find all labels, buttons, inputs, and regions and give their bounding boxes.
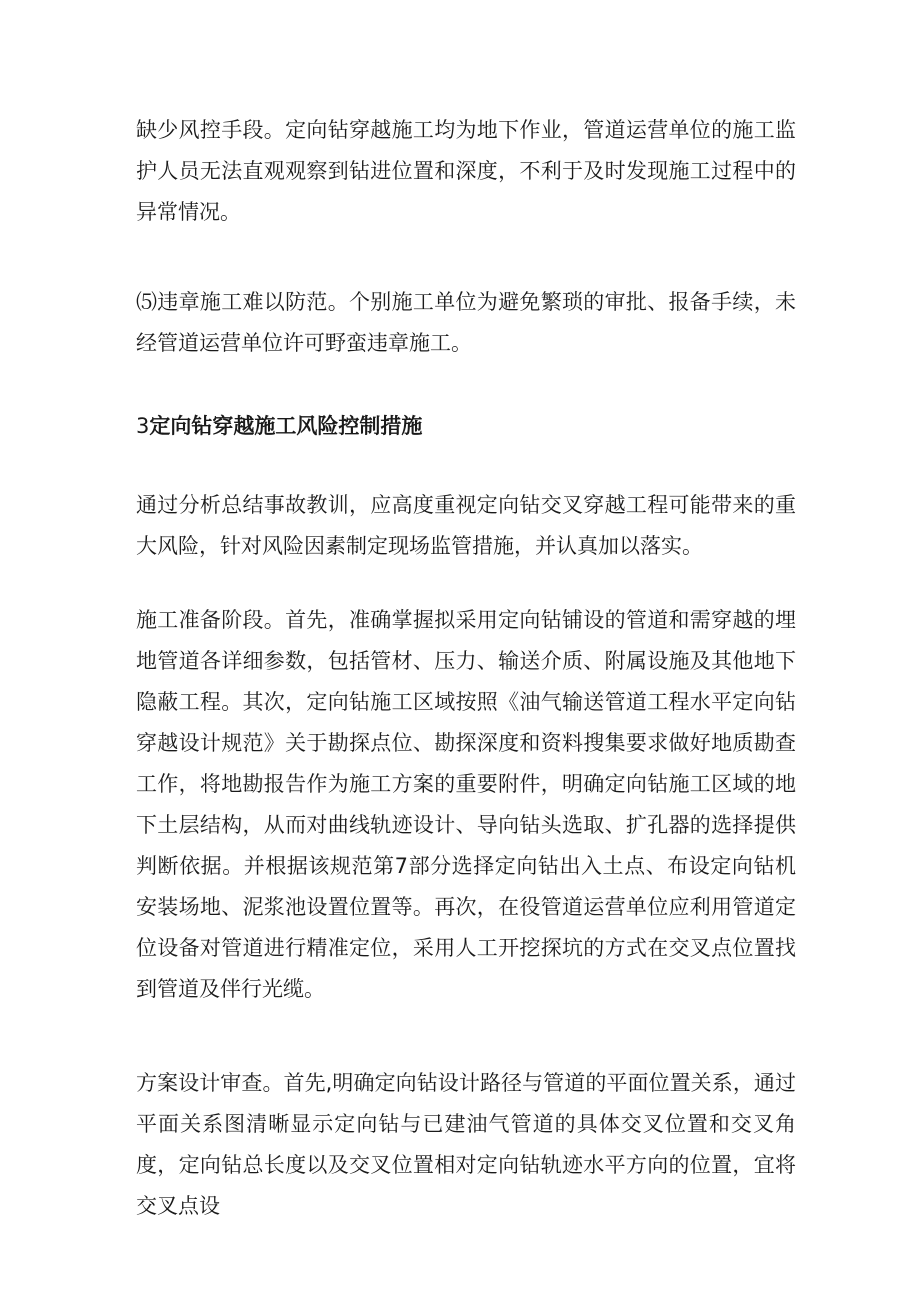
paragraph-accident-lessons: 通过分析总结事故教训，应高度重视定向钻交叉穿越工程可能带来的重大风险，针对风险因素制定现场监管措施，并认真加以落实。 [136,493,796,558]
section-number: 3 [136,414,150,438]
paragraph-construction-preparation: 施工准备阶段。首先，准确掌握拟采用定向钻铺设的管道和需穿越的埋地管道各详细参数，包括管材、压力、输送介质、附属设施及其他地下隐蔽工程。其次，定向钻施工区域按照《油气输送管道工程水平定向钻穿越设计规范》关于勘探点位、勘探深度和资料搜集要求做好地质勘查工作，将地勘报告作为施工方案的重要附件，明确定向钻施工区域的地下土层结构，从而对曲线轨迹设计、导向钻头选取、扩孔器的选择提供判断依据。并根据该规范第7部分选择定向钻出入土点、布设定向钻机安装场地、泥浆池设置位置等。再次，在役管道运营单位应利用管道定位设备对管道进行精准定位，采用人工开挖探坑的方式在交叉点位置找到管道及伴行光缆。 [136,608,796,1001]
paragraph-design-review: 方案设计审查。首先,明确定向钻设计路径与管道的平面位置关系，通过平面关系图清晰显示定向钻与已建油气管道的具体交叉位置和交叉角度，定向钻总长度以及交叉位置相对定向钻轨迹水平方向的位置，宜将交叉点设 [136,1071,796,1218]
section-heading [136,406,422,447]
section-title: 定向钻穿越施工风险控制措施 [149,414,423,438]
paragraph-illegal-construction: ⑸违章施工难以防范。个别施工单位为避免繁琐的审批、报备手续，未经管道运营单位许可野蛮违章施工。 [136,290,796,355]
paragraph-risk-control-lack: 缺少风控手段。定向钻穿越施工均为地下作业，管道运营单位的施工监护人员无法直观观察到钻进位置和深度，不利于及时发现施工过程中的异常情况。 [136,118,796,224]
